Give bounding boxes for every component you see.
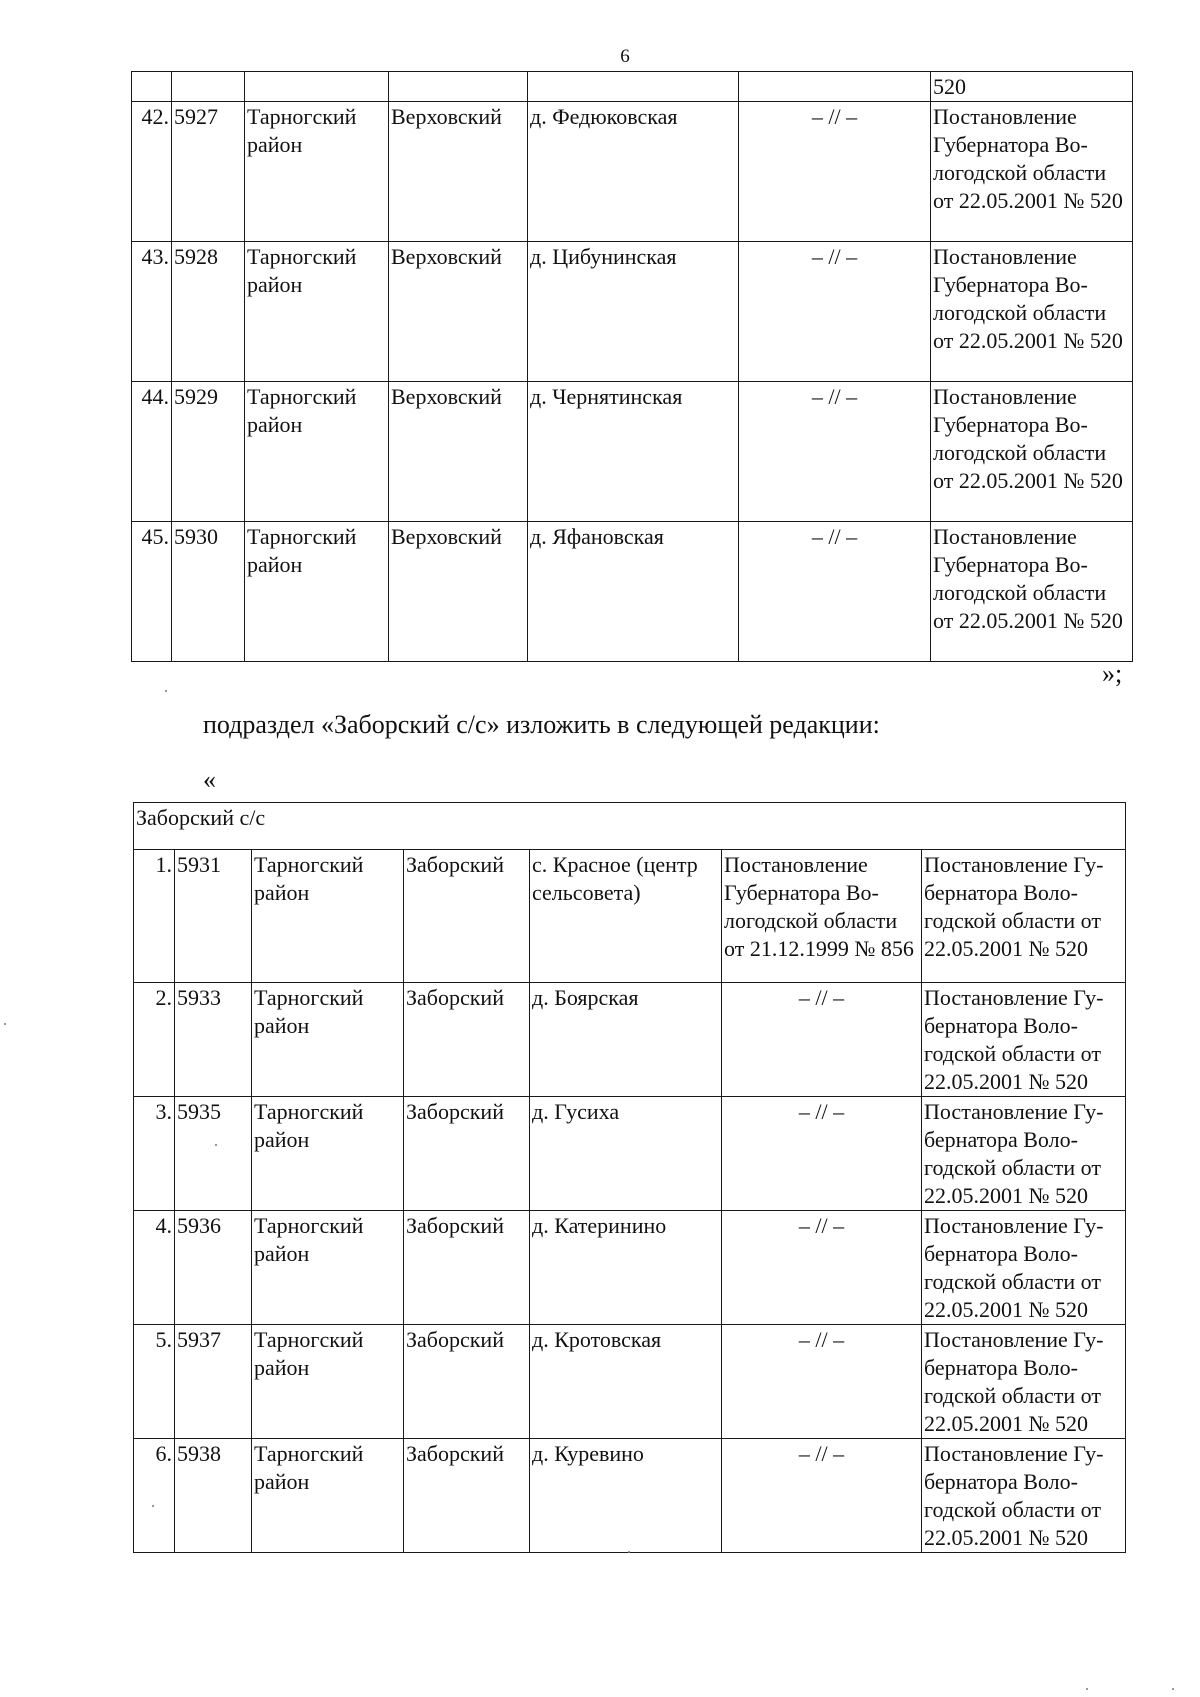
scan-speck <box>152 1505 154 1507</box>
row-number: 3. <box>134 1097 175 1211</box>
council-name: Заборский <box>404 850 530 983</box>
council-name: Верховский <box>389 102 528 242</box>
row-number: 44. <box>132 382 172 522</box>
row-number: 42. <box>132 102 172 242</box>
opening-quote: « <box>203 765 216 794</box>
district-name: Тарногский район <box>252 983 404 1097</box>
council-name: Заборский <box>404 1097 530 1211</box>
council-name: Заборский <box>404 1325 530 1439</box>
district-name: Тарногский район <box>245 522 389 662</box>
scan-speck <box>1086 1688 1088 1690</box>
register-code: 5929 <box>172 382 245 522</box>
register-code: 5930 <box>172 522 245 662</box>
cell-empty <box>528 72 739 102</box>
row-number: 6. <box>134 1439 175 1553</box>
table-row <box>132 242 1133 382</box>
group-title: Заборский с/с <box>134 803 1126 850</box>
district-name: Тарногский район <box>252 1439 404 1553</box>
scan-speck <box>628 1551 630 1553</box>
settlement-name: д. Цибунинская <box>528 242 739 382</box>
register-code: 5935 <box>175 1097 252 1211</box>
cell-empty <box>172 72 245 102</box>
scan-speck <box>215 1144 217 1146</box>
row-number: 4. <box>134 1211 175 1325</box>
cell-empty <box>739 72 931 102</box>
table-row <box>134 1325 1126 1439</box>
basis-document: – // – <box>722 1097 922 1211</box>
council-name: Заборский <box>404 1211 530 1325</box>
basis-document: – // – <box>739 522 931 662</box>
cell-empty <box>132 72 172 102</box>
document-reference: Постановление Гу-бернатора Воло-годской области от 22.05.2001 № 520 <box>922 850 1126 983</box>
settlement-name: д. Боярская <box>530 983 722 1097</box>
cell-empty <box>245 72 389 102</box>
zaborsky-table <box>133 802 1126 1553</box>
council-name: Верховский <box>389 382 528 522</box>
instruction-text: подраздел «Заборский с/с» изложить в следующей редакции: <box>203 710 880 739</box>
district-name: Тарногский район <box>252 1211 404 1325</box>
basis-document: – // – <box>722 1211 922 1325</box>
table-row <box>132 382 1133 522</box>
basis-document: – // – <box>722 983 922 1097</box>
row-number: 2. <box>134 983 175 1097</box>
register-code: 5928 <box>172 242 245 382</box>
closing-quote: »; <box>1102 659 1123 688</box>
document-cell: 520 <box>931 72 1133 102</box>
basis-document: – // – <box>739 242 931 382</box>
carry-over-row <box>132 72 1133 102</box>
basis-document: – // – <box>739 102 931 242</box>
document-reference: Постановление Губернатора Во-логодской области от 22.05.2001 № 520 <box>931 522 1133 662</box>
settlement-name: д. Яфановская <box>528 522 739 662</box>
basis-document: – // – <box>739 382 931 522</box>
document-reference: Постановление Губернатора Во-логодской области от 22.05.2001 № 520 <box>931 382 1133 522</box>
basis-document: – // – <box>722 1325 922 1439</box>
settlement-name: д. Чернятинская <box>528 382 739 522</box>
row-number: 45. <box>132 522 172 662</box>
table-row <box>132 102 1133 242</box>
register-code: 5938 <box>175 1439 252 1553</box>
row-number: 5. <box>134 1325 175 1439</box>
district-name: Тарногский район <box>245 242 389 382</box>
register-code: 5937 <box>175 1325 252 1439</box>
basis-document: – // – <box>722 1439 922 1553</box>
document-reference: Постановление Губернатора Во-логодской области от 22.05.2001 № 520 <box>931 242 1133 382</box>
district-name: Тарногский район <box>252 1097 404 1211</box>
page-number: 6 <box>620 46 630 67</box>
district-name: Тарногский район <box>245 382 389 522</box>
document-reference: Постановление Гу-бернатора Воло-годской области от 22.05.2001 № 520 <box>922 983 1126 1097</box>
settlement-name: с. Красное (центр сельсовета) <box>530 850 722 983</box>
top-register-table <box>131 71 1133 662</box>
row-number: 43. <box>132 242 172 382</box>
council-name: Верховский <box>389 522 528 662</box>
council-name: Заборский <box>404 1439 530 1553</box>
document-reference: Постановление Гу-бернатора Воло-годской области от 22.05.2001 № 520 <box>922 1439 1126 1553</box>
council-name: Верховский <box>389 242 528 382</box>
settlement-name: д. Куревино <box>530 1439 722 1553</box>
settlement-name: д. Федюковская <box>528 102 739 242</box>
table-row <box>134 983 1126 1097</box>
district-name: Тарногский район <box>252 850 404 983</box>
document-reference: Постановление Губернатора Во-логодской области от 22.05.2001 № 520 <box>931 102 1133 242</box>
table-row <box>134 1439 1126 1553</box>
register-code: 5931 <box>175 850 252 983</box>
settlement-name: д. Гусиха <box>530 1097 722 1211</box>
table-row <box>134 850 1126 983</box>
register-code: 5936 <box>175 1211 252 1325</box>
basis-document: Постановление Губернатора Во-логодской области от 21.12.1999 № 856 <box>722 850 922 983</box>
settlement-name: д. Катеринино <box>530 1211 722 1325</box>
district-name: Тарногский район <box>245 102 389 242</box>
table-row <box>134 1097 1126 1211</box>
document-reference: Постановление Гу-бернатора Воло-годской области от 22.05.2001 № 520 <box>922 1211 1126 1325</box>
council-name: Заборский <box>404 983 530 1097</box>
row-number: 1. <box>134 850 175 983</box>
district-name: Тарногский район <box>252 1325 404 1439</box>
document-reference: Постановление Гу-бернатора Воло-годской области от 22.05.2001 № 520 <box>922 1325 1126 1439</box>
table-row <box>134 1211 1126 1325</box>
register-code: 5927 <box>172 102 245 242</box>
cell-empty <box>389 72 528 102</box>
group-header-row <box>134 803 1126 850</box>
scan-speck <box>165 690 167 692</box>
document-reference: Постановление Гу-бернатора Воло-годской области от 22.05.2001 № 520 <box>922 1097 1126 1211</box>
scan-speck <box>1172 1688 1174 1690</box>
table-row <box>132 522 1133 662</box>
settlement-name: д. Кротовская <box>530 1325 722 1439</box>
register-code: 5933 <box>175 983 252 1097</box>
scan-speck <box>4 1023 6 1025</box>
